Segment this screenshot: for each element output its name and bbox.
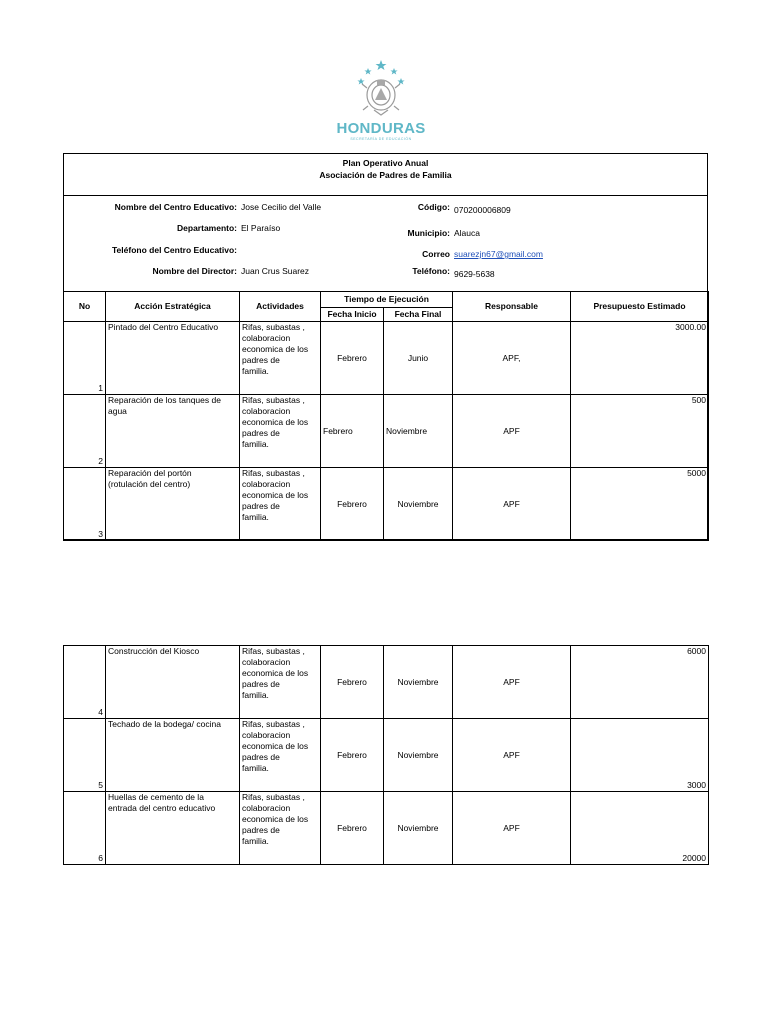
row-responsable: APF,	[453, 322, 571, 395]
codigo-label: Código:	[417, 202, 450, 212]
row-final: Noviembre	[384, 646, 453, 719]
plan-title: Plan Operativo Anual	[342, 158, 429, 168]
codigo-value: 070200006809	[454, 205, 511, 215]
row-actividades: Rifas, subastas , colaboracion economica de los padres de familia.	[240, 322, 321, 395]
row-final: Junio	[384, 322, 453, 395]
table-row	[64, 322, 709, 395]
row-presupuesto: 5000	[571, 468, 709, 541]
row-responsable: APF	[453, 792, 571, 865]
row-inicio: Febrero	[321, 468, 384, 541]
departamento-label: Departamento:	[177, 223, 237, 233]
plan-table-2	[63, 645, 709, 865]
telefono-label: Teléfono:	[412, 266, 450, 276]
honduras-coat-of-arms-icon	[354, 58, 408, 118]
col-header-inicio: Fecha Inicio	[321, 308, 384, 322]
honduras-logo	[328, 58, 434, 146]
plan-subtitle: Asociación de Padres de Familia	[319, 170, 452, 180]
row-presupuesto: 6000	[571, 646, 709, 719]
row-no: 6	[64, 792, 106, 865]
row-responsable: APF	[453, 719, 571, 792]
row-inicio: Febrero	[321, 646, 384, 719]
table-row	[64, 719, 709, 792]
col-header-actividades: Actividades	[240, 292, 321, 322]
logo-text: HONDURAS	[336, 120, 426, 137]
row-presupuesto: 3000.00	[571, 322, 709, 395]
row-accion: Reparación de los tanques de agua	[106, 395, 240, 468]
telefono-centro-label: Teléfono del Centro Educativo:	[112, 245, 237, 255]
row-no: 1	[64, 322, 106, 395]
row-inicio: Febrero	[321, 395, 384, 468]
col-header-responsable: Responsable	[453, 292, 571, 322]
table-row	[64, 395, 709, 468]
row-actividades: Rifas, subastas , colaboracion economica de los padres de familia.	[240, 646, 321, 719]
row-final: Noviembre	[384, 792, 453, 865]
row-no: 2	[64, 395, 106, 468]
row-accion: Huellas de cemento de la entrada del centro educativo	[106, 792, 240, 865]
row-final: Noviembre	[384, 719, 453, 792]
row-accion: Techado de la bodega/ cocina	[106, 719, 240, 792]
row-actividades: Rifas, subastas , colaboracion economica de los padres de familia.	[240, 792, 321, 865]
row-actividades: Rifas, subastas , colaboracion economica de los padres de familia.	[240, 395, 321, 468]
row-inicio: Febrero	[321, 322, 384, 395]
row-presupuesto: 500	[571, 395, 709, 468]
row-actividades: Rifas, subastas , colaboracion economica de los padres de familia.	[240, 468, 321, 541]
row-final: Noviembre	[384, 395, 453, 468]
header-divider	[63, 195, 708, 196]
logo-subtitle: SECRETARÍA DE EDUCACIÓN	[350, 137, 412, 141]
telefono-value: 9629-5638	[454, 269, 495, 279]
row-no: 5	[64, 719, 106, 792]
departamento-value: El Paraíso	[241, 223, 281, 233]
col-header-tiempo: Tiempo de Ejecución	[321, 292, 453, 308]
col-header-final: Fecha Final	[384, 308, 453, 322]
row-actividades: Rifas, subastas , colaboracion economica de los padres de familia.	[240, 719, 321, 792]
row-responsable: APF	[453, 646, 571, 719]
row-inicio: Febrero	[321, 719, 384, 792]
row-accion: Pintado del Centro Educativo	[106, 322, 240, 395]
row-presupuesto: 3000	[571, 719, 709, 792]
row-presupuesto: 20000	[571, 792, 709, 865]
table-row	[64, 646, 709, 719]
col-header-no: No	[64, 292, 106, 322]
centro-label: Nombre del Centro Educativo:	[114, 202, 237, 212]
row-accion: Construcción del Kiosco	[106, 646, 240, 719]
row-final: Noviembre	[384, 468, 453, 541]
table-row	[64, 468, 709, 541]
row-no: 3	[64, 468, 106, 541]
row-no: 4	[64, 646, 106, 719]
row-responsable: APF	[453, 395, 571, 468]
correo-label: Correo	[422, 249, 450, 259]
municipio-value: Alauca	[454, 228, 480, 238]
row-accion: Reparación del portón (rotulación del centro)	[106, 468, 240, 541]
centro-value: Jose Cecilio del Valle	[241, 202, 322, 212]
director-value: Juan Crus Suarez	[241, 266, 310, 276]
director-label: Nombre del Director:	[152, 266, 237, 276]
plan-table-1	[63, 291, 709, 541]
municipio-label: Municipio:	[407, 228, 450, 238]
row-inicio: Febrero	[321, 792, 384, 865]
col-header-presupuesto: Presupuesto Estimado	[571, 292, 709, 322]
correo-link[interactable]: suarezjn67@gmail.com	[454, 249, 543, 259]
row-responsable: APF	[453, 468, 571, 541]
col-header-accion: Acción Estratégica	[106, 292, 240, 322]
table-row	[64, 792, 709, 865]
